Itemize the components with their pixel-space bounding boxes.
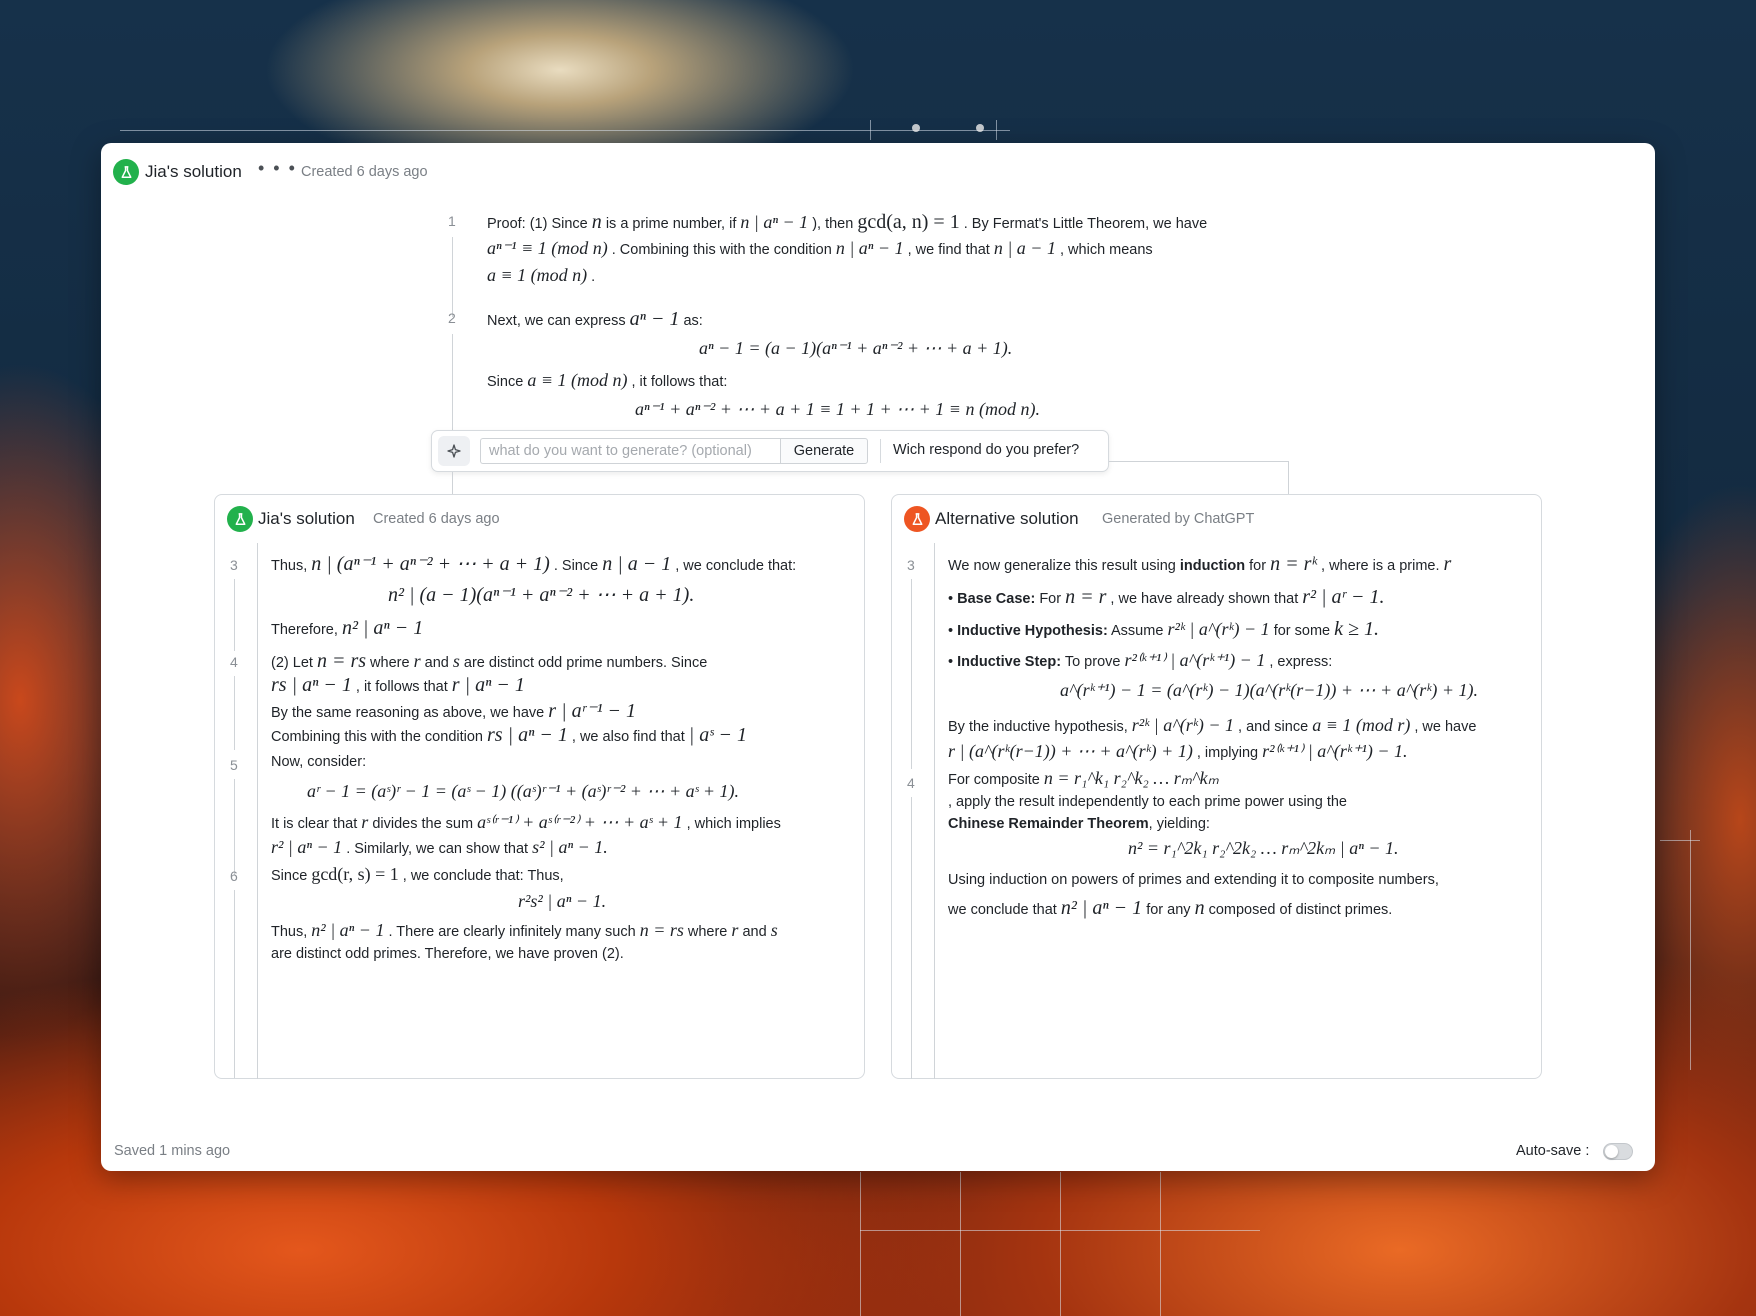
text: . Since (553, 558, 599, 574)
toggle-knob (1605, 1145, 1618, 1158)
math: gcd(r, s) = 1 (311, 864, 399, 884)
text: for any (1146, 902, 1191, 918)
text: as: (683, 313, 703, 329)
bg-grid-line (1060, 1172, 1061, 1316)
text: . (591, 269, 596, 285)
math: n = rs (639, 920, 684, 940)
text: Since (271, 868, 308, 884)
card-title: Alternative solution (935, 509, 1079, 528)
autosave-label: Auto-save : (1516, 1143, 1590, 1159)
math: r | (a^(rᵏ(r−1)) + ⋯ + a^(rᵏ) + 1) (948, 741, 1193, 761)
line-number-2: 2 (448, 310, 456, 326)
step-gutter (234, 676, 235, 750)
step-2-line-2 (487, 369, 727, 392)
inductive-step-equation: a^(rᵏ⁺¹) − 1 = (a^(rᵏ) − 1)(a^(rᵏ(r−1)) + ⋯ + a^(rᵏ) + 1). (1060, 680, 1478, 700)
step-6-line-3: are distinct odd primes. Therefore, we have proven (2). (271, 946, 624, 962)
divider (880, 439, 881, 463)
step-gutter (452, 334, 453, 430)
math: n | aⁿ − 1 (835, 238, 904, 258)
math: n = r₁^k₁ r₂^k₂ … rₘ^kₘ (1043, 768, 1219, 788)
save-status: Saved 1 mins ago (114, 1143, 231, 1159)
math: n (591, 211, 602, 233)
text: ), then (812, 216, 854, 232)
math: r² | aⁿ − 1 (271, 837, 343, 857)
inductive-hypothesis-bullet (948, 616, 1379, 642)
bg-grid-line (1660, 840, 1700, 841)
step-5-line-1: Now, consider: (271, 754, 367, 770)
text: Combining this with the condition (271, 729, 483, 745)
text: , express: (1269, 654, 1333, 670)
text: For (1039, 591, 1062, 607)
preference-question: Wich respond do you prefer? (893, 442, 1080, 458)
text: Inductive Step: (957, 654, 1062, 670)
step-4-line-1 (271, 648, 707, 674)
step-gutter (911, 797, 912, 1079)
text: , we have (1414, 719, 1477, 735)
step-4-line-4: Using induction on powers of primes and extending it to composite numbers, (948, 872, 1439, 888)
math: n = r (1065, 586, 1107, 608)
math: r (731, 920, 739, 940)
card-created: Created 6 days ago (373, 511, 500, 527)
text: (2) Let (271, 655, 313, 671)
more-options-icon[interactable]: • • • (258, 158, 297, 178)
math: n | aⁿ − 1 (740, 212, 809, 232)
step-gutter (452, 237, 453, 317)
math: n² | aⁿ − 1 (311, 920, 385, 940)
bg-node (976, 124, 984, 132)
text: , yielding: (1148, 816, 1210, 832)
branch-connector (452, 472, 453, 494)
math: n = rs (316, 650, 367, 672)
text: Next, we can express (487, 313, 626, 329)
text: , we conclude that: (675, 558, 797, 574)
text: . Combining this with the condition (611, 242, 832, 258)
text: , implying (1196, 745, 1259, 761)
bg-grid-line (120, 130, 1010, 131)
text: Base Case: (957, 591, 1036, 607)
text: is a prime number, if (605, 216, 737, 232)
step-2-equation-1: aⁿ − 1 = (a − 1)(aⁿ⁻¹ + aⁿ⁻² + ⋯ + a + 1). (699, 338, 1013, 358)
math: n | a − 1 (993, 238, 1056, 258)
bg-grid-line (870, 120, 871, 140)
text: , we have already shown that (1110, 591, 1299, 607)
text: for some (1273, 623, 1331, 639)
step-1-line-3 (487, 264, 595, 287)
text: , we find that (907, 242, 990, 258)
editor-panel (101, 143, 1655, 1171)
branch-connector (1288, 461, 1289, 494)
step-4-equation: n² = r₁^2k₁ r₂^2k₂ … rₘ^2kₘ | aⁿ − 1. (1128, 838, 1399, 858)
text: , it follows that (355, 679, 448, 695)
step-4-line-1 (948, 767, 1219, 790)
text: . By Fermat's Little Theorem, we have (963, 216, 1208, 232)
math: a ≡ 1 (mod r) (1312, 715, 1411, 735)
card-gutter (934, 543, 935, 1079)
math: r (413, 651, 421, 671)
doc-created: Created 6 days ago (301, 164, 428, 180)
step-gutter (234, 579, 235, 651)
text: . There are clearly infinitely many such (388, 924, 636, 940)
line-number-3: 3 (907, 557, 915, 573)
math: s (452, 651, 460, 671)
step-5-line-2 (271, 811, 781, 834)
text: Thus, (271, 924, 308, 940)
text: are distinct odd prime numbers. Since (463, 655, 708, 671)
math: | aˢ − 1 (688, 724, 747, 746)
bg-grid-line (1690, 830, 1691, 1070)
solution-card-alternative[interactable] (891, 494, 1542, 1079)
beaker-icon (227, 506, 253, 532)
math: s (770, 920, 778, 940)
text: Therefore, (271, 622, 338, 638)
step-4-line-3 (948, 815, 1210, 834)
generate-button[interactable]: Generate (780, 438, 868, 464)
autosave-toggle[interactable] (1603, 1143, 1633, 1160)
text: , which means (1060, 242, 1153, 258)
card-generated: Generated by ChatGPT (1102, 511, 1255, 527)
math: n² | aⁿ − 1 (1060, 897, 1143, 919)
math: rs | aⁿ − 1 (487, 724, 568, 746)
text: Thus, (271, 558, 308, 574)
text: , it follows that: (631, 374, 728, 390)
text: To prove (1064, 654, 1121, 670)
math: n | a − 1 (602, 553, 672, 575)
math: r²⁽ᵏ⁺¹⁾ | a^(rᵏ⁺¹) − 1 (1124, 650, 1266, 670)
text: where (370, 655, 410, 671)
bg-grid-line (1160, 1172, 1161, 1316)
inductive-step-bullet (948, 649, 1332, 672)
step-6-equation: r²s² | aⁿ − 1. (518, 891, 607, 911)
text: . Similarly, we can show that (346, 841, 529, 857)
math: r²⁽ᵏ⁺¹⁾ | a^(rᵏ⁺¹) − 1. (1262, 741, 1408, 761)
math: r²ᵏ | a^(rᵏ) − 1 (1131, 715, 1234, 735)
text: By the inductive hypothesis, (948, 719, 1128, 735)
text: Since (487, 374, 524, 390)
beaker-icon (904, 506, 930, 532)
step-5-equation: aʳ − 1 = (aˢ)ʳ − 1 = (aˢ − 1) ((aˢ)ʳ⁻¹ + (aˢ)ʳ⁻² + ⋯ + aˢ + 1). (307, 781, 740, 801)
step-1-line-1 (487, 209, 1207, 235)
step-6-line-2 (271, 919, 778, 942)
text: Chinese Remainder Theorem (948, 816, 1149, 832)
text: It is clear that (271, 816, 358, 832)
line-number-4: 4 (907, 775, 915, 791)
step-1-line-2 (487, 237, 1153, 260)
bg-grid-line (860, 1172, 861, 1316)
math: k ≥ 1. (1334, 618, 1379, 640)
math: r | aʳ⁻¹ − 1 (548, 700, 637, 722)
math: aˢ⁽ʳ⁻¹⁾ + aˢ⁽ʳ⁻²⁾ + ⋯ + aˢ + 1 (477, 812, 683, 832)
step-2-equation-2: aⁿ⁻¹ + aⁿ⁻² + ⋯ + a + 1 ≡ 1 + 1 + ⋯ + 1 ≡ n (mod n). (635, 399, 1040, 419)
line-number-3: 3 (230, 557, 238, 573)
card-title: Jia's solution (258, 509, 355, 528)
text: Proof: (1) Since (487, 216, 588, 232)
math: s² | aⁿ − 1. (532, 837, 608, 857)
math: gcd(a, n) = 1 (857, 211, 960, 233)
step-gutter (234, 890, 235, 1078)
math: r² | aʳ − 1. (1302, 586, 1385, 608)
text: Inductive Hypothesis: (957, 623, 1108, 639)
text: and (742, 924, 767, 940)
bg-grid-line (996, 120, 997, 140)
math: a ≡ 1 (mod n) (487, 265, 588, 285)
step-4-line-2 (271, 672, 525, 698)
step-3-line-2 (271, 615, 423, 641)
bg-node (912, 124, 920, 132)
step-gutter (234, 779, 235, 875)
text: Assume (1111, 623, 1164, 639)
base-case-bullet (948, 584, 1384, 610)
text: divides the sum (372, 816, 474, 832)
math: r (361, 812, 369, 832)
step-3-line-2 (948, 714, 1476, 737)
math: n | (aⁿ⁻¹ + aⁿ⁻² + ⋯ + a + 1) (311, 553, 550, 575)
bg-grid-line (960, 1172, 961, 1316)
branch-connector (1109, 461, 1289, 462)
step-4-line-2: , apply the result independently to each prime power using the (948, 794, 1347, 810)
text: induction (1179, 558, 1246, 574)
step-3-equation: n² | (a − 1)(aⁿ⁻¹ + aⁿ⁻² + ⋯ + a + 1). (388, 584, 695, 606)
text: For composite (948, 772, 1040, 788)
step-4-line-4 (271, 722, 747, 748)
step-6-line-1 (271, 863, 564, 886)
text: , which implies (686, 816, 781, 832)
text: where (687, 924, 728, 940)
text: , we also find that (571, 729, 685, 745)
bullet: • (948, 623, 958, 639)
step-4-line-3 (271, 698, 636, 724)
text: we conclude that (948, 902, 1057, 918)
text: , where is a prime. (1321, 558, 1440, 574)
line-number-1: 1 (448, 213, 456, 229)
math: n² | aⁿ − 1 (341, 617, 424, 639)
math: n (1194, 897, 1205, 919)
step-gutter (911, 579, 912, 769)
text: for (1249, 558, 1267, 574)
beaker-icon (113, 159, 139, 185)
text: , we conclude that: Thus, (402, 868, 564, 884)
step-5-line-3 (271, 836, 608, 859)
step-4-line-5 (948, 895, 1392, 921)
math: aⁿ⁻¹ ≡ 1 (mod n) (487, 238, 608, 258)
text: , and since (1238, 719, 1309, 735)
card-gutter (257, 543, 258, 1079)
bg-grid-line (860, 1230, 1260, 1231)
math: r (1443, 553, 1452, 575)
doc-title: Jia's solution (145, 162, 242, 181)
step-3-line-1 (271, 551, 796, 577)
step-2-line-1 (487, 306, 703, 332)
bullet: • (948, 591, 958, 607)
text: By the same reasoning as above, we have (271, 705, 545, 721)
solution-card-jia[interactable] (214, 494, 865, 1079)
generate-toolbar (431, 430, 1109, 472)
math: rs | aⁿ − 1 (271, 674, 352, 696)
text: composed of distinct primes. (1208, 902, 1393, 918)
step-3-line-1 (948, 551, 1451, 577)
math: r²ᵏ | a^(rᵏ) − 1 (1167, 619, 1270, 639)
generate-prompt-input[interactable] (480, 438, 780, 464)
bullet: • (948, 654, 958, 670)
math: r | aⁿ − 1 (451, 674, 525, 696)
math: n = rᵏ (1270, 553, 1317, 575)
sparkle-icon[interactable] (438, 436, 470, 466)
text: We now generalize this result using (948, 558, 1176, 574)
line-number-5: 5 (230, 757, 238, 773)
text: and (424, 655, 449, 671)
math: aⁿ − 1 (629, 308, 680, 330)
line-number-4: 4 (230, 654, 238, 670)
step-3-line-3 (948, 740, 1408, 763)
line-number-6: 6 (230, 868, 238, 884)
math: a ≡ 1 (mod n) (527, 370, 628, 390)
